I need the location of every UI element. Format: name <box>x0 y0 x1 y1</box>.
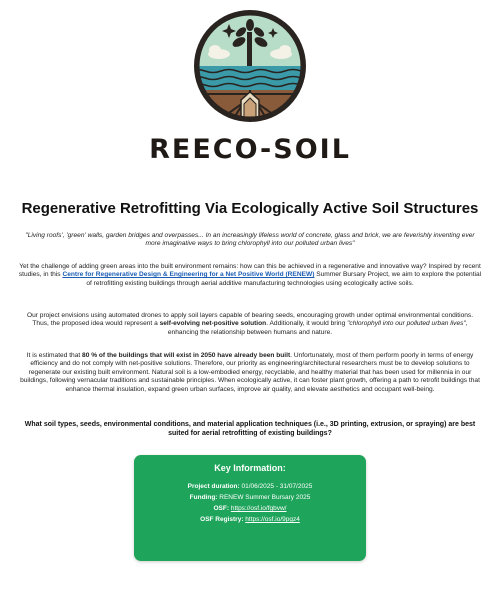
project-duration-value: 01/06/2025 - 31/07/2025 <box>241 483 313 490</box>
funding-label: Funding: <box>189 494 218 501</box>
project-duration-row <box>134 481 366 492</box>
paragraph-buildings-post: . Unfortunately, most of them perform poorly in terms of energy efficiency and do not comply with net-positive solutions. Therefore, our priority as engineering/architectural researchers must be to develop solutions to regenerate our existing built environment. Natural soil is a low-embodied energy, recyclable, and healthy material that has been used for millennia in our buildings, following vernacular traditions and sustainable principles. When ecologically active, it can foster plant growth, offering a path to retrofit buildings that enhance thermal insulation, expand green urban surfaces, improve air quality, and elevate aesthetics and occupant well-being. <box>20 352 480 393</box>
osf-registry-link[interactable]: https://osf.io/9pgz4 <box>245 516 300 523</box>
key-information-heading: Key Information: <box>214 463 286 473</box>
paragraph-challenge <box>18 263 482 288</box>
key-information-card <box>134 455 366 561</box>
osf-row <box>134 503 366 514</box>
paragraph-drones-italic: "chlorophyll into our polluted urban lives" <box>347 320 466 328</box>
reeco-soil-emblem-icon <box>189 8 311 126</box>
paragraph-drones <box>18 312 482 337</box>
osf-registry-label: OSF Registry: <box>200 516 244 523</box>
paragraph-buildings-pre: It is estimated that <box>26 352 83 359</box>
paragraph-drones-pre: Our project envisions using automated drones to apply soil layers capable of bearing seeds, encouraging growth under optimal environmental conditions. Thus, the proposed idea would represent a <box>26 312 474 328</box>
funding-value: RENEW Summer Bursary 2025 <box>219 494 311 501</box>
intro-quote <box>18 232 482 249</box>
paragraph-drones-post: , enhancing the relationship between humans and nature. <box>167 320 468 336</box>
paragraph-drones-bold: self-evolving net-positive solution <box>159 320 267 328</box>
paragraph-buildings <box>18 352 482 394</box>
osf-label: OSF: <box>213 505 230 512</box>
paragraph-drones-mid: . Additionally, it would bring <box>266 320 348 328</box>
research-question: What soil types, seeds, environmental conditions, and material application techniques (i.e., 3D printing, extrusion, or spraying) are best suited for aerial retrofitting of existing buildings? <box>24 421 476 437</box>
osf-link[interactable]: https://osf.io/fgbvw/ <box>230 505 287 512</box>
page-title: Regenerative Retrofitting Via Ecologically Active Soil Structures <box>21 200 479 217</box>
project-duration-label: Project duration: <box>187 483 240 490</box>
osf-registry-row <box>134 514 366 525</box>
paragraph-buildings-bold: 80 % of the buildings that will exist in 2050 have already been built <box>82 352 291 359</box>
funding-row <box>134 492 366 503</box>
intro-quote-text: "Living roofs', 'green' walls, garden bridges and overpasses... In an increasingly lifeless world of concrete, glass and brick, we are feverishly inventing ever more imaginative ways to bring chlorophyll into our polluted urban lives" <box>25 232 475 248</box>
paragraph-challenge-post: Summer Bursary Project, we aim to explore the potential of retrofitting existing buildings through aerial additive manufacturing technologies using ecologically active soils. <box>86 271 482 287</box>
logo <box>0 8 500 168</box>
brand-name: REECO-SOIL <box>149 134 351 165</box>
renew-centre-link[interactable]: Centre for Regenerative Design & Engineering for a Net Positive World (RENEW) <box>62 271 315 279</box>
paragraph-challenge-pre: Yet the challenge of adding green areas into the built environment remains: how can this be achieved in a regenerative and innovative way? Inspired by recent studies, in this <box>18 263 481 279</box>
